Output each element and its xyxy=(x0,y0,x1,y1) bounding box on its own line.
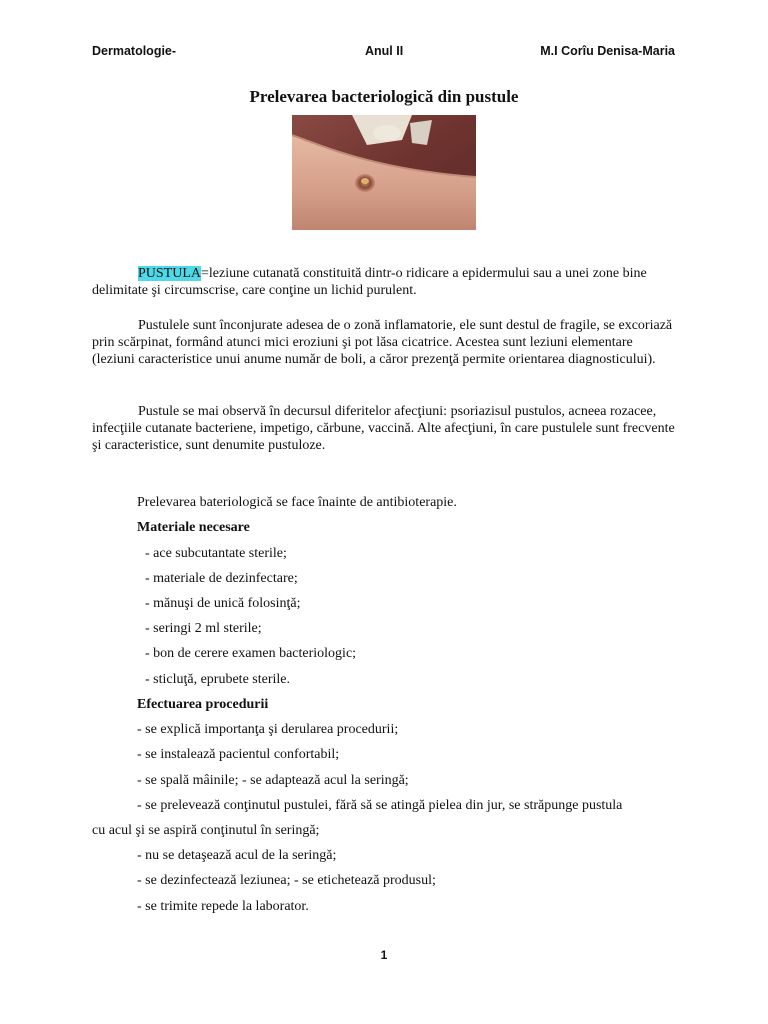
definition-text: =leziune cutanată constituită dintr-o ridicare a epidermului sau a unei zone bine delimitate şi circumscrise, care conţine un lichid purulent. xyxy=(92,266,647,298)
pustule-photo xyxy=(292,115,476,230)
highlighted-term: PUSTULA xyxy=(138,266,202,281)
intro-line: Prelevarea bateriologică se face înainte de antibioterapie. xyxy=(137,495,457,510)
material-item: - bon de cerere examen bacteriologic; xyxy=(145,646,357,661)
material-item: - ace subcutantate sterile; xyxy=(145,546,287,561)
procedure-heading: Efectuarea procedurii xyxy=(137,697,269,712)
paragraph-description: Pustulele sunt înconjurate adesea de o zonă inflamatorie, ele sunt destul de fragile, se excoriază prin scărpinat, formând atunci mici eroziuni şi pot lăsa cicatrice. Acestea sunt leziuni elementare (leziuni caracteristice unui anume număr de boli, a căror prezenţă permite orientarea diagnosticului). xyxy=(92,318,673,367)
paragraph-definition xyxy=(92,265,676,299)
page-title: Prelevarea bacteriologică din pustule xyxy=(249,87,519,106)
material-item: - materiale de dezinfectare; xyxy=(145,571,298,586)
paragraph-conditions: Pustule se mai observă în decursul diferitelor afecţiuni: psoriazisul pustulos, acneea rozacee, infecţiile cutanate bacteriene, impetigo, cărbune, vaccină. Alte afecţiuni, în care pustulele sunt frecvente şi caracteristice, sunt denumite pustuloze. xyxy=(92,404,675,453)
header-subject: Dermatologie- xyxy=(92,44,177,58)
materials-heading: Materiale necesare xyxy=(137,520,250,535)
procedure-step: - se trimite repede la laborator. xyxy=(137,899,309,914)
header-author: M.I Corîu Denisa-Maria xyxy=(540,44,675,58)
procedure-step: - nu se detaşează acul de la seringă; xyxy=(137,848,337,863)
procedure-step: - se dezinfectează leziunea; - se etichetează produsul; xyxy=(137,873,436,888)
procedure-step: - se spală mâinile; - se adaptează acul la seringă; xyxy=(137,773,409,788)
procedure-step: - se prelevează conţinutul pustulei, fără să se atingă pielea din jur, se străpunge pustula xyxy=(137,798,623,813)
procedure-step: - se explică importanţa şi derularea procedurii; xyxy=(137,722,399,737)
material-item: - mănuşi de unică folosinţă; xyxy=(145,596,301,611)
material-item: - seringi 2 ml sterile; xyxy=(145,621,262,636)
material-item: - sticluţă, eprubete sterile. xyxy=(145,672,290,687)
page-number: 1 xyxy=(380,948,388,962)
procedure-step: - se instalează pacientul confortabil; xyxy=(137,747,340,762)
procedure-step-continuation: cu acul şi se aspiră conţinutul în seringă; xyxy=(92,823,320,838)
header-year: Anul II xyxy=(365,44,404,58)
